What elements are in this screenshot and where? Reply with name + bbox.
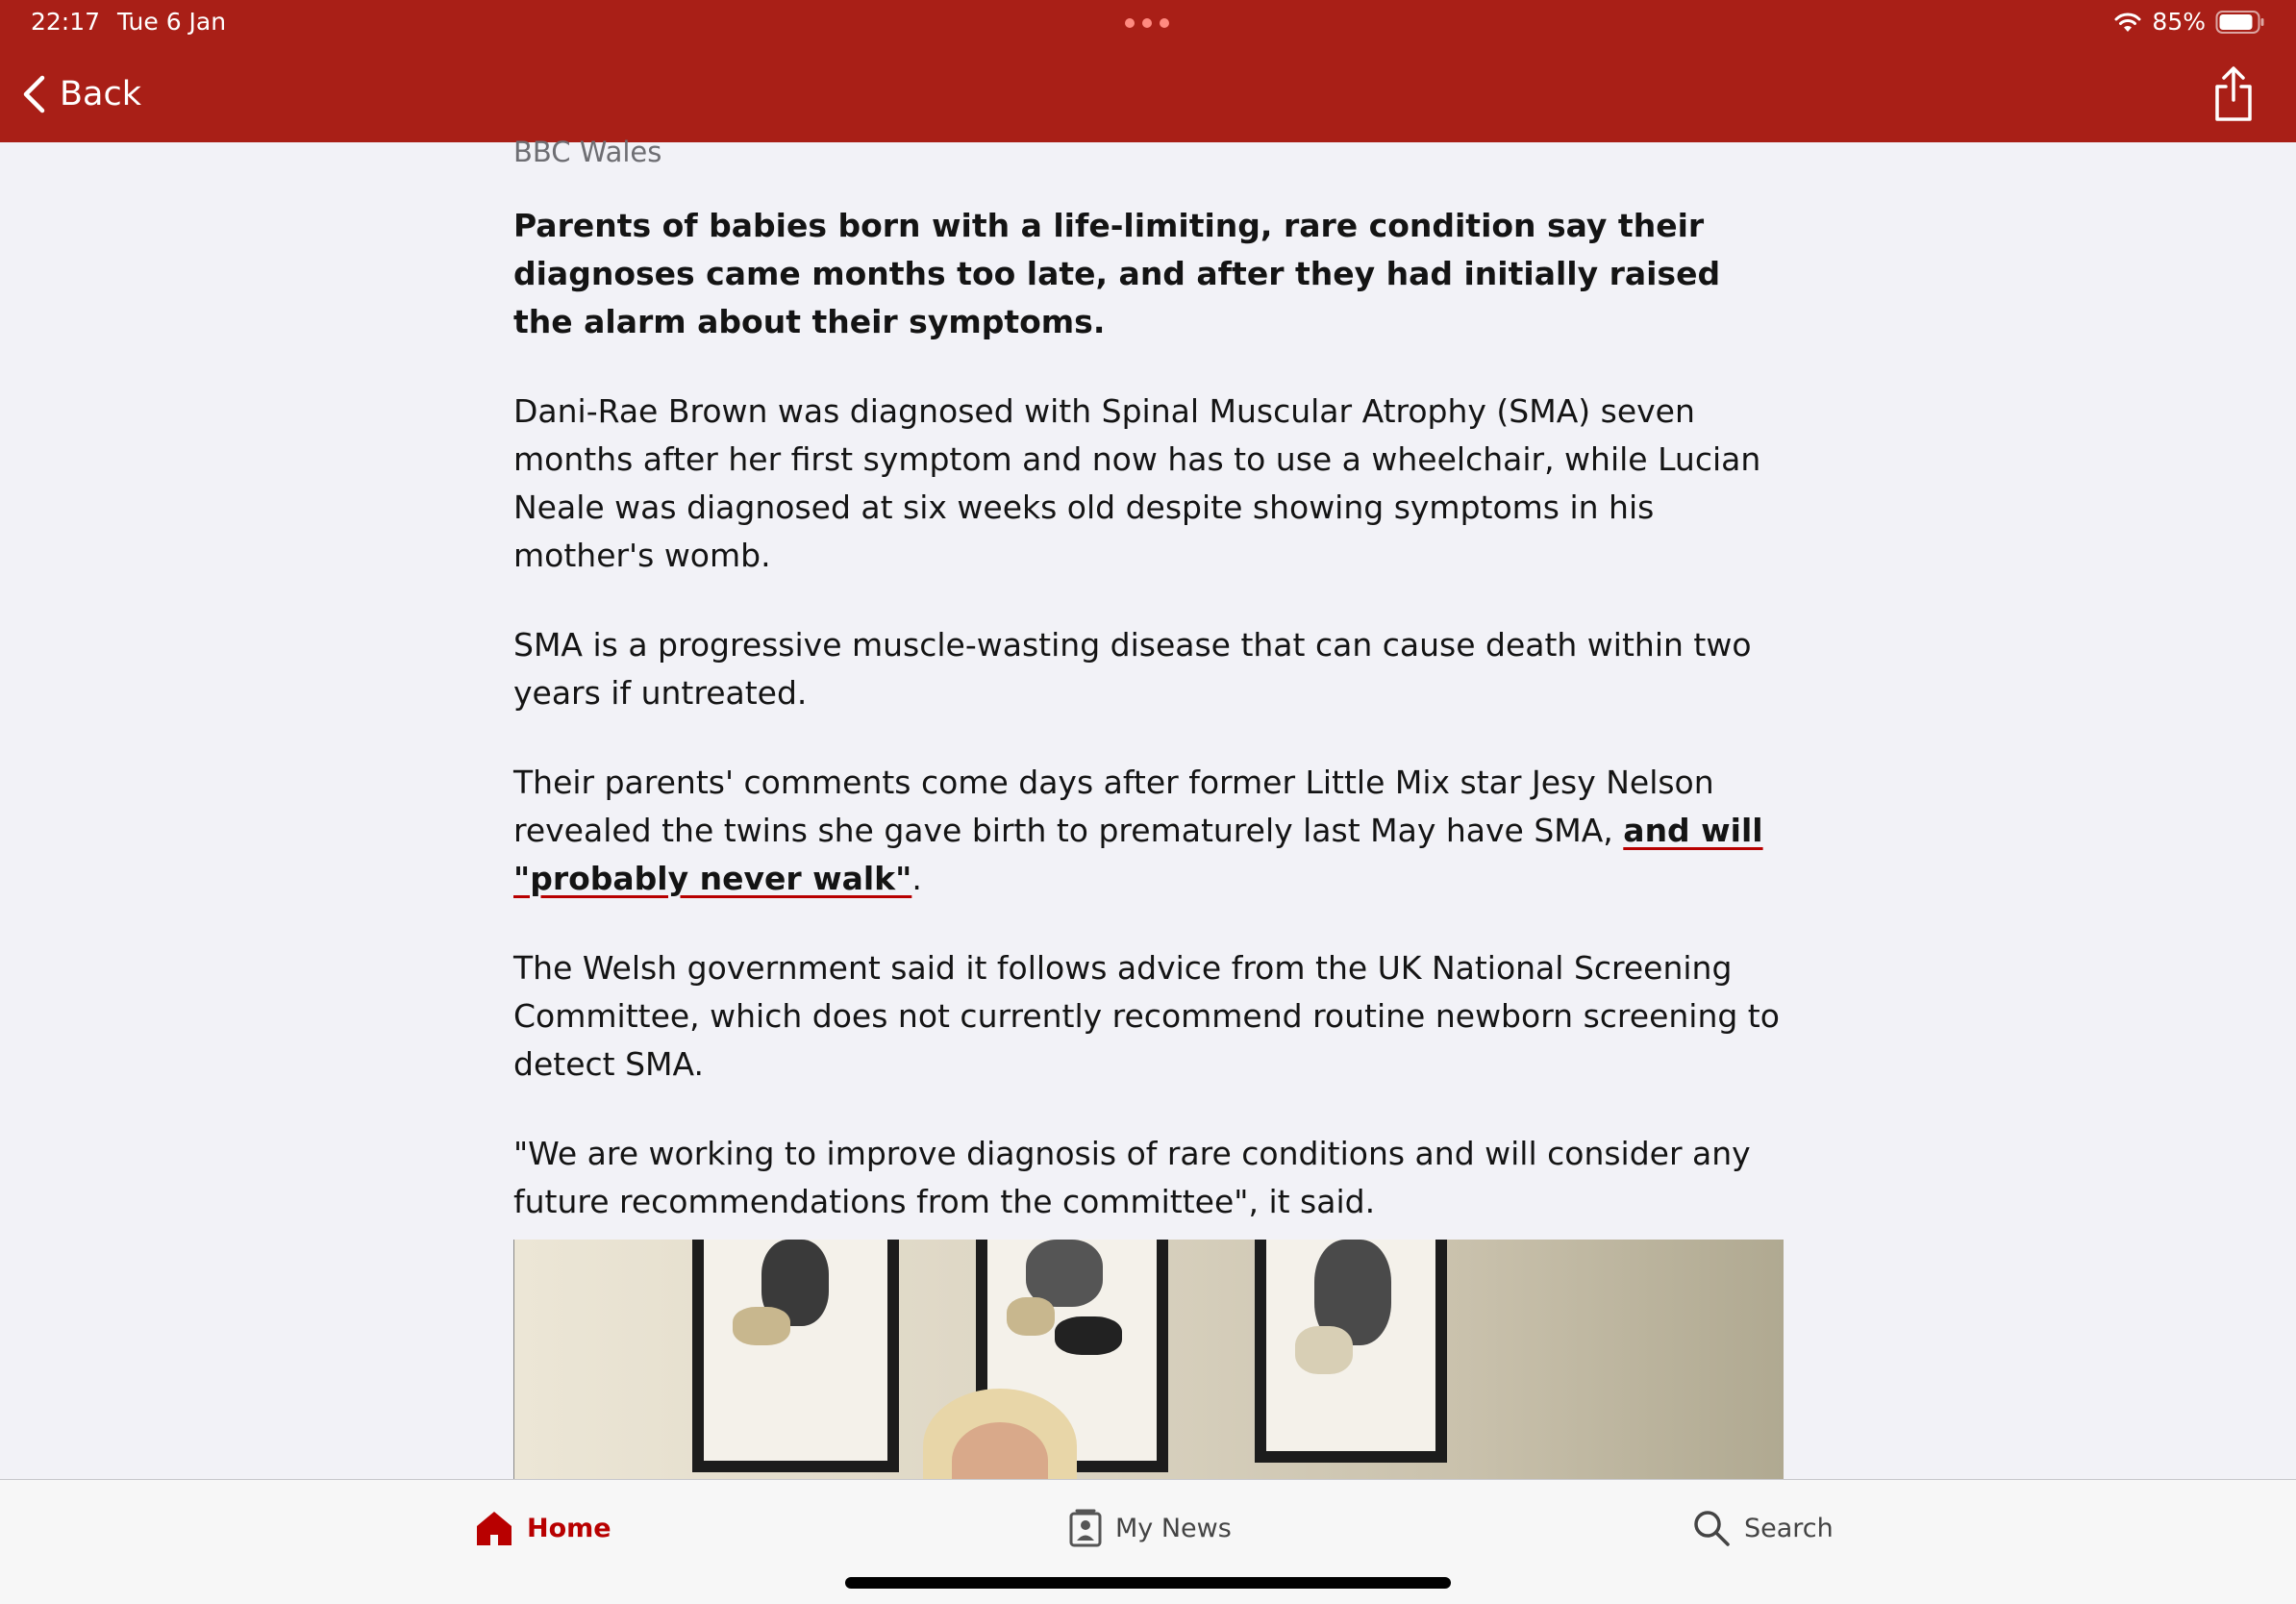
chevron-left-icon: [21, 75, 46, 113]
home-icon: [475, 1509, 513, 1547]
back-button[interactable]: [21, 71, 141, 117]
my-news-icon: [1069, 1509, 1102, 1547]
dot: [1125, 18, 1135, 28]
article-image[interactable]: [513, 1240, 1784, 1480]
article-paragraph: The Welsh government said it follows advice from the UK National Screening Committee, which does not currently recommend routine newborn screening to detect SMA.: [513, 949, 1780, 1083]
article-paragraph: SMA is a progressive muscle-wasting disease that can cause death within two years if untreated.: [513, 626, 1752, 712]
status-clock: [31, 8, 226, 36]
paint-smudge: [733, 1307, 790, 1345]
status-time: 22:17: [31, 8, 101, 36]
share-button[interactable]: [2209, 65, 2258, 123]
paint-smudge: [1007, 1297, 1055, 1336]
article-body: [513, 133, 1783, 1267]
paint-smudge: [1295, 1326, 1353, 1374]
tab-home-label: Home: [527, 1513, 611, 1543]
share-icon: [2209, 65, 2258, 123]
tab-my-news-label: My News: [1115, 1513, 1232, 1543]
article-paragraph-with-link: [513, 759, 1783, 903]
status-indicators: [2113, 8, 2265, 36]
article-paragraph: Dani-Rae Brown was diagnosed with Spinal Muscular Atrophy (SMA) seven months after her first symptom and now has to use a wheelchair, while Lucian Neale was diagnosed at six weeks old despite showing symptoms in his mother's womb.: [513, 392, 1761, 574]
artwork: [1266, 1240, 1435, 1451]
tab-home[interactable]: [475, 1505, 611, 1551]
artwork: [704, 1240, 887, 1461]
article-paragraph: "We are working to improve diagnosis of rare conditions and will consider any future recommendations from the committee", it said.: [513, 1135, 1751, 1220]
dot: [1142, 18, 1152, 28]
dot: [1160, 18, 1169, 28]
status-date: Tue 6 Jan: [117, 8, 227, 36]
battery-percent: 85%: [2152, 8, 2206, 36]
tab-my-news[interactable]: [1069, 1505, 1232, 1551]
article-intro: Parents of babies born with a life-limiting, rare condition say their diagnoses came months too late, and after they had initially raised the alarm about their symptoms.: [513, 207, 1721, 340]
battery-icon: [2215, 10, 2265, 35]
back-label: Back: [60, 75, 141, 113]
article-inline-link[interactable]: and will "probably never walk": [513, 812, 1763, 897]
tab-search-label: Search: [1744, 1513, 1834, 1543]
article-byline: BBC Wales: [513, 136, 662, 168]
home-indicator[interactable]: [845, 1577, 1451, 1589]
paint-smudge: [1055, 1316, 1122, 1355]
header-bar: [0, 0, 2296, 142]
search-icon: [1692, 1509, 1731, 1547]
paragraph-text: .: [911, 860, 922, 897]
paragraph-text: Their parents' comments come days after former Little Mix star Jesy Nelson revealed the twins she gave birth to prematurely last May have SMA,: [513, 764, 1714, 849]
wifi-icon: [2113, 11, 2142, 34]
tab-search[interactable]: [1692, 1505, 1834, 1551]
picture-frame: [692, 1240, 899, 1472]
picture-frame: [1255, 1240, 1447, 1463]
multitasking-dots[interactable]: [1125, 18, 1169, 28]
